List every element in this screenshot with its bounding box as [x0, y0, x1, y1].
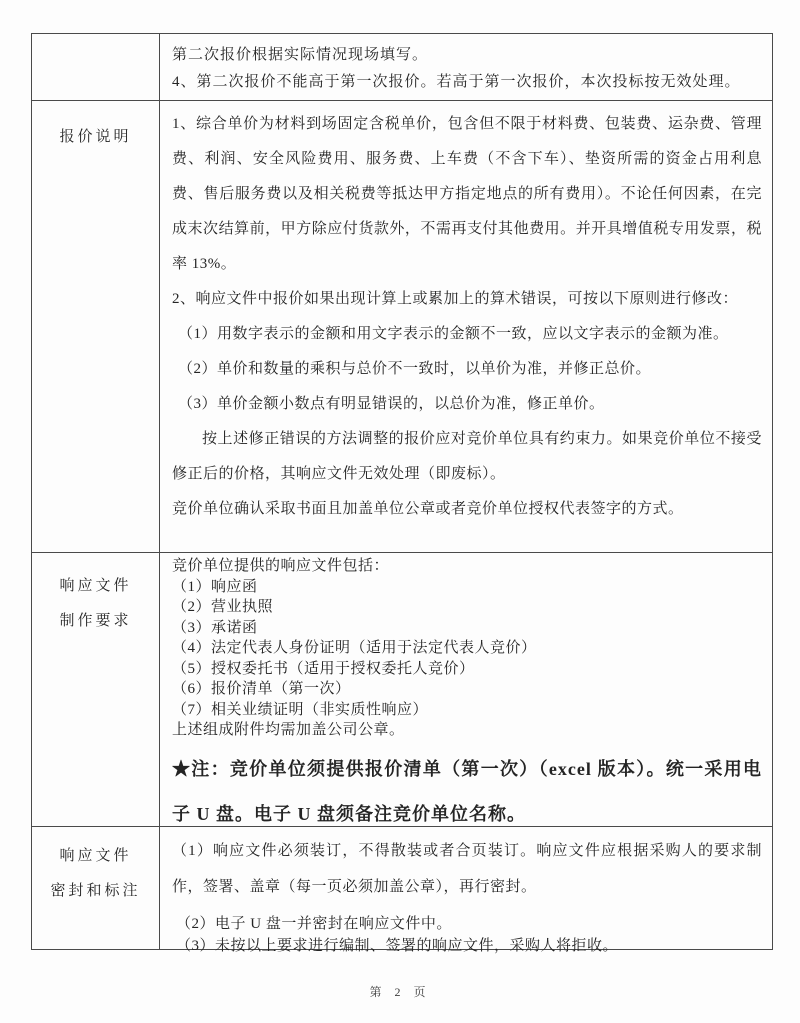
response-doc-intro: 竞价单位提供的响应文件包括： [172, 558, 390, 574]
quotation-para2: 2、响应文件中报价如果出现计算上或累加上的算术错误，可按以下原则进行修改： [172, 291, 739, 307]
sealing-para2: （2）电子 U 盘一并密封在响应文件中。 [176, 916, 452, 932]
quotation-correction-rule-3: （3）单价金额小数点有明显错误的，以总价为准，修正单价。 [178, 396, 605, 412]
response-doc-item-6: （6）报价清单（第一次） [172, 681, 351, 697]
quotation-correction-rule-1: （1）用数字表示的金额和用文字表示的金额不一致，应以文字表示的金额为准。 [178, 326, 729, 342]
quotation-binding-clause: 按上述修正错误的方法调整的报价应对竞价单位具有约束力。如果竞价单位不接受修正后的价格，其响应文件无效处理（即废标）。 [172, 431, 762, 482]
preparation-label-line1: 响应文件 [59, 578, 132, 594]
row-response-doc-sealing [32, 827, 772, 954]
response-doc-item-7: （7）相关业绩证明（非实质性响应） [172, 701, 429, 718]
row1-label-cell [32, 34, 160, 100]
star-note: ★注：竞价单位须提供报价清单（第一次）（excel 版本）。统一采用电子 U 盘。电子 U 盘须备注竞价单位名称。 [172, 758, 762, 824]
quotation-notes-label-cell [32, 101, 160, 552]
bidding-requirements-table [31, 33, 773, 954]
quotation-notes-content [160, 101, 772, 552]
sealing-content [160, 827, 772, 954]
sealing-label-line2: 密封和标注 [50, 883, 141, 899]
row-response-doc-preparation [32, 553, 772, 827]
response-doc-item-3: （3）承诺函 [172, 619, 258, 636]
quotation-correction-rule-2: （2）单价和数量的乘积与总价不一致时，以单价为准，并修正总价。 [178, 361, 652, 377]
row1-line1: 第二次报价根据实际情况现场填写。 [172, 47, 429, 63]
sealing-para1: （1）响应文件必须装订，不得散装或者合页装订。响应文件应根据采购人的要求制作，签署、盖章（每一页必须加盖公章），再行密封。 [172, 843, 762, 895]
response-doc-item-4: （4）法定代表人身份证明（适用于法定代表人竞价） [172, 640, 537, 656]
quotation-confirmation-clause: 竞价单位确认采取书面且加盖单位公章或者竞价单位授权代表签字的方式。 [172, 501, 684, 517]
sealing-label-line1: 响应文件 [59, 848, 132, 864]
sealing-para3: （3）未按以上要求进行编制、签署的响应文件，采购人将拒收。 [176, 938, 619, 954]
row1-line2: 4、第二次报价不能高于第一次报价。若高于第一次报价，本次投标按无效处理。 [172, 74, 741, 90]
sealing-label-cell [32, 827, 160, 949]
response-doc-outro: 上述组成附件均需加盖公司公章。 [172, 722, 405, 738]
quotation-notes-label: 报价说明 [59, 129, 132, 145]
preparation-label-line2: 制作要求 [59, 613, 132, 629]
response-doc-item-1: （1）响应函 [172, 578, 258, 595]
response-doc-item-5: （5）授权委托书（适用于授权委托人竞价） [172, 660, 475, 677]
response-doc-item-2: （2）营业执照 [172, 599, 274, 615]
preparation-label-cell [32, 553, 160, 826]
quotation-para1: 1、综合单价为材料到场固定含税单价，包含但不限于材料费、包装费、运杂费、管理费、利润、安全风险费用、服务费、上车费（不含下车）、垫资所需的资金占用利息费、售后服务费以及相关税费等抵达甲方指定地点的所有费用）。不论任何因素，在完成末次结算前，甲方除应付货款外，不需再支付其他费用。并开具增值税专用发票，税率 13%。 [172, 116, 762, 272]
row-quotation-notes [32, 101, 772, 553]
preparation-content [160, 553, 772, 826]
row1-content-cell [160, 34, 772, 100]
page-number: 第 2 页 [369, 985, 431, 999]
row-second-quote-continuation [32, 34, 772, 101]
